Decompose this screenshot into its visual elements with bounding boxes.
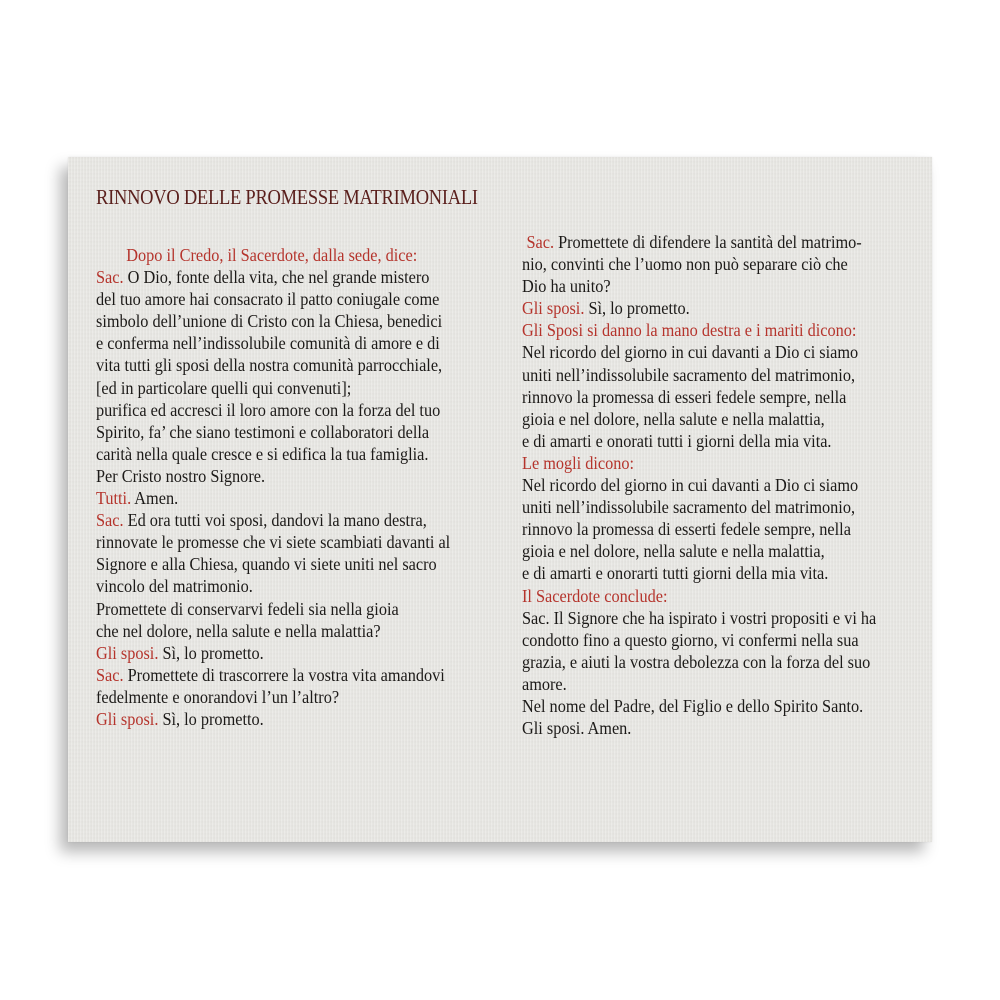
conclusion-line: Sac. Il Signore che ha ispirato i vostri propositi e vi ha [522, 607, 877, 628]
vow-line: Nel ricordo del giorno in cui davanti a Dio ci siamo [522, 342, 859, 363]
vow-line: gioia e nel dolore, nella salute e nella malattia, [522, 408, 825, 429]
response-line: Gli sposi. Sì, lo prometto. [96, 642, 264, 663]
vow-line: uniti nell’indissolubile sacramento del matrimonio, [522, 497, 856, 518]
conclusion-line: grazia, e aiuti la vostra debolezza con la forza del suo [522, 651, 871, 672]
left-column [96, 244, 514, 730]
conclusion-line: amore. [522, 673, 567, 694]
speaker-label: Sac. [96, 267, 124, 288]
vow-line: rinnovo la promessa di esserti fedele sempre, nella [522, 519, 851, 540]
speaker-label: Gli sposi. [522, 298, 585, 319]
prayer-line: [ed in particolare quelli qui convenuti]; [96, 377, 352, 398]
prayer-line: Signore e alla Chiesa, quando vi siete uniti nel sacro [96, 554, 437, 575]
speaker-label: Tutti. [96, 488, 132, 509]
rubric-conclusion: Il Sacerdote conclude: [522, 585, 668, 606]
vow-line: rinnovo la promessa di esseri fedele sempre, nella [522, 386, 847, 407]
response-line: Gli sposi. Sì, lo prometto. [96, 708, 264, 729]
conclusion-line: Nel nome del Padre, del Figlio e dello Spirito Santo. [522, 695, 864, 716]
vow-line: gioia e nel dolore, nella salute e nella malattia, [522, 541, 825, 562]
prayer-line: Dio ha unito? [522, 276, 611, 297]
speaker-label: Gli sposi. [96, 642, 159, 663]
prayer-line: che nel dolore, nella salute e nella malattia? [96, 620, 381, 641]
speaker-label: Gli sposi. [96, 708, 159, 729]
prayer-line: purifica ed accresci il loro amore con la forza del tuo [96, 399, 441, 420]
prayer-line: del tuo amore hai consacrato il patto coniugale come [96, 289, 440, 310]
speaker-label: Sac. [526, 232, 555, 252]
speaker-label: Sac. [96, 664, 124, 685]
vow-line: e di amarti e onorati tutti i giorni della mia vita. [522, 430, 832, 451]
priest-line: Sac. Ed ora tutti voi sposi, dandovi la mano destra, [96, 510, 427, 531]
prayer-line: simbolo dell’unione di Cristo con la Chiesa, benedici [96, 311, 443, 332]
vow-line: e di amarti e onorarti tutti giorni della mia vita. [522, 563, 829, 584]
rubric-wives: Le mogli dicono: [522, 452, 635, 473]
response-line: Tutti. Amen. [96, 488, 179, 509]
rubric-husbands: Gli Sposi si danno la mano destra e i mariti dicono: [522, 320, 857, 341]
conclusion-line: Gli sposi. Amen. [522, 718, 632, 739]
priest-line: Sac. Promettete di difendere la santità del matrimo- [526, 232, 862, 252]
prayer-line: Spirito, fa’ che siano testimoni e collaboratori della [96, 421, 430, 442]
prayer-line: rinnovate le promesse che vi siete scambiati davanti al [96, 532, 451, 553]
priest-line: Sac. Promettete di trascorrere la vostra vita amandovi [96, 664, 445, 685]
vow-line: Nel ricordo del giorno in cui davanti a Dio ci siamo [522, 475, 859, 496]
prayer-line: nio, convinti che l’uomo non può separare ciò che [522, 254, 848, 275]
vow-line: uniti nell’indissolubile sacramento del matrimonio, [522, 364, 856, 385]
document-title: RINNOVO DELLE PROMESSE MATRIMONIALI [96, 185, 478, 209]
rubric-intro: Dopo il Credo, il Sacerdote, dalla sede, dice: [126, 245, 418, 265]
prayer-line: e conferma nell’indissolubile comunità di amore e di [96, 333, 440, 354]
speaker-label: Sac. [96, 510, 124, 531]
prayer-card [68, 157, 932, 842]
prayer-line: Promettete di conservarvi fedeli sia nella gioia [96, 598, 399, 619]
prayer-line: Per Cristo nostro Signore. [96, 465, 266, 486]
priest-prayer-line: Sac. O Dio, fonte della vita, che nel grande mistero [96, 267, 430, 288]
conclusion-line: condotto fino a questo giorno, vi confermi nella sua [522, 629, 859, 650]
prayer-line: fedelmente e onorandovi l’un l’altro? [96, 686, 340, 707]
prayer-line: carità nella quale cresce e si edifica la tua famiglia. [96, 443, 429, 464]
response-line: Gli sposi. Sì, lo prometto. [522, 298, 690, 319]
right-column [522, 231, 931, 739]
prayer-line: vita tutti gli sposi della nostra comunità parrocchiale, [96, 355, 443, 376]
prayer-line: vincolo del matrimonio. [96, 576, 253, 597]
